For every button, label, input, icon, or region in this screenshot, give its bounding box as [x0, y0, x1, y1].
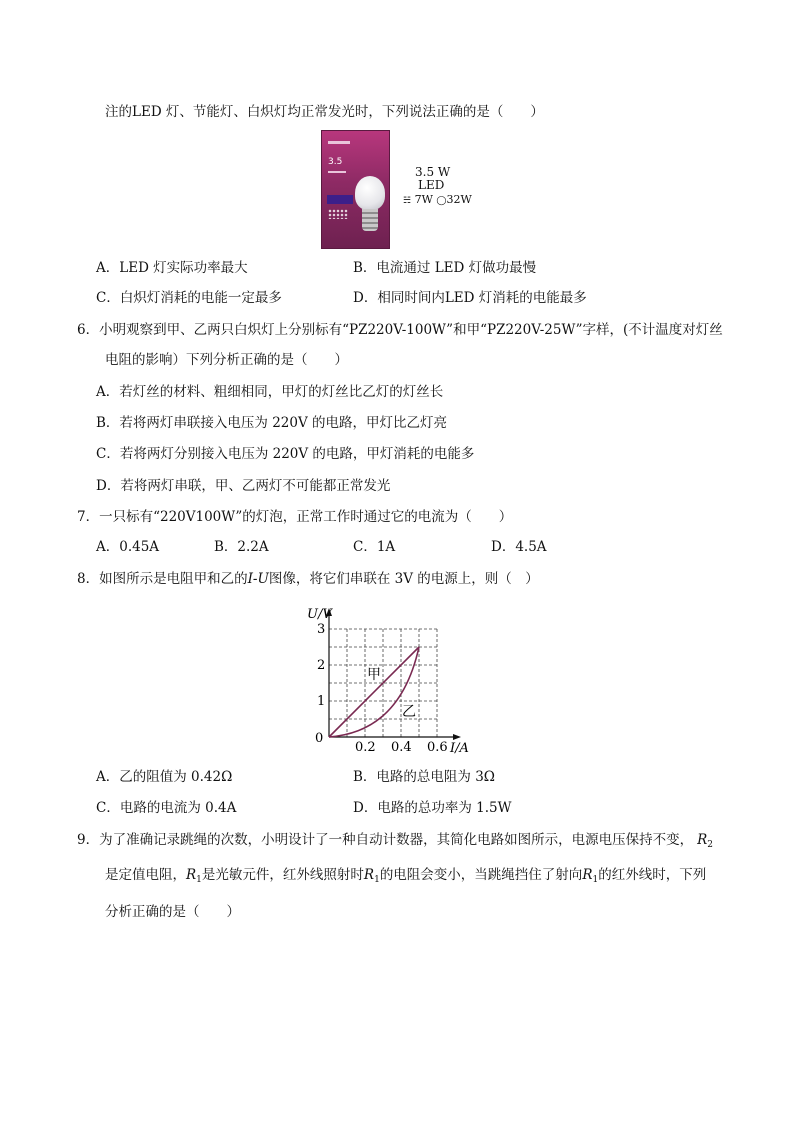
q7-option-b[interactable]: B．2.2A [214, 539, 269, 555]
led-power-label: 3.5 W [415, 165, 451, 179]
q7-option-d[interactable]: D．4.5A [491, 539, 547, 555]
q7-option-c[interactable]: C．1A [353, 539, 396, 555]
q9-r2-subscript: 2 [707, 840, 713, 850]
q6-option-b[interactable]: B．若将两灯串联接入电压为 220V 的电路，甲灯比乙灯亮 [96, 415, 448, 431]
q8-stem [77, 569, 539, 589]
incandescent-icon: ◯ [436, 196, 447, 206]
q9-r2-symbol: R [697, 832, 708, 848]
q8-stem-iu: I-U [247, 571, 269, 587]
q9-line2-part-d: 的红外线时，下列 [598, 867, 707, 883]
photo-dots [328, 209, 348, 219]
x-tick-0.2: 0.2 [355, 740, 376, 755]
led-bulb-product-photo [321, 130, 390, 249]
q8-option-a[interactable]: A．乙的阻值为 0.42Ω [96, 769, 233, 785]
led-compare-label [403, 193, 472, 208]
q5-option-c[interactable]: C．白炽灯消耗的电能一定最多 [96, 290, 282, 306]
y-tick-2: 2 [317, 658, 326, 673]
q6-option-d[interactable]: D．若将两灯串联，甲、乙两灯不可能都正常发光 [96, 478, 391, 494]
x-axis-arrow [453, 734, 461, 740]
y-tick-1: 1 [317, 694, 326, 709]
curve-yi-label: 乙 [402, 704, 416, 720]
q9-line2-part-c: 的电阻会变小，当跳绳挡住了射向 [379, 867, 583, 883]
led-label: LED [418, 178, 445, 192]
q5-stem: 注的LED 灯、节能灯、白炽灯均正常发光时，下列说法正确的是（ ） [105, 104, 544, 120]
q9-line3: 分析正确的是（ ） [105, 904, 240, 920]
cfl-icon: ☵ [403, 196, 412, 206]
photo-text-bar [328, 171, 346, 173]
q6-option-c[interactable]: C．若将两灯分别接入电压为 220V 的电路，甲灯消耗的电能多 [96, 446, 475, 462]
q7-stem: 7．一只标有“220V100W”的灯泡，正常工作时通过它的电流为（ ） [77, 509, 513, 525]
incandescent-watt: 32W [446, 193, 472, 206]
y-axis-label: U/V [307, 607, 332, 622]
q6-option-a[interactable]: A．若灯丝的材料、粗细相同，甲灯的灯丝比乙灯的灯丝长 [96, 384, 444, 400]
q9-r1-symbol-b: R [363, 867, 375, 883]
q5-option-d[interactable]: D．相同时间内LED 灯消耗的电能最多 [353, 290, 587, 306]
q9-line1 [77, 830, 713, 855]
q6-stem-line1: 6．小明观察到甲、乙两只白炽灯上分别标有“PZ220V-100W”和甲“PZ220V-25W”字样，(不计温度对灯丝 [77, 322, 723, 338]
y-tick-3: 3 [317, 622, 326, 637]
photo-power-print: 3.5 [328, 157, 343, 167]
curve-jia-label: 甲 [367, 667, 381, 683]
q9-r1-symbol-a: R [186, 867, 197, 883]
q9-r1-subscript-a: 1 [196, 875, 202, 885]
origin-label: 0 [315, 731, 324, 746]
q5-option-b[interactable]: B．电流通过 LED 灯做功最慢 [353, 260, 537, 276]
q8-option-d[interactable]: D．电路的总功率为 1.5W [353, 800, 512, 816]
q8-stem-part2: 图像，将它们串联在 3V 的电源上，则（ ） [268, 571, 539, 587]
q7-option-a[interactable]: A．0.45A [96, 539, 160, 555]
iu-graph [305, 600, 469, 758]
q9-r1-symbol-c: R [582, 867, 593, 883]
q9-line2-part-a: 是定值电阻， [105, 867, 186, 883]
q9-r1-subscript-b: 1 [374, 875, 380, 885]
q8-option-b[interactable]: B．电路的总电阻为 3Ω [353, 769, 495, 785]
bulb-base [362, 209, 378, 231]
cfl-watt: 7W [414, 193, 433, 206]
q9-line2 [105, 865, 706, 890]
photo-tag [327, 195, 353, 204]
q8-option-c[interactable]: C．电路的电流为 0.4A [96, 800, 237, 816]
q9-r1-subscript-c: 1 [592, 875, 599, 885]
q9-line2-part-b: 是光敏元件，红外线照射时 [201, 867, 364, 883]
q6-stem-line2: 电阻的影响）下列分析正确的是（ ） [105, 352, 348, 368]
x-axis-label: I/A [450, 741, 469, 756]
bulb-globe [355, 176, 385, 210]
x-tick-0.6: 0.6 [427, 740, 448, 755]
x-tick-0.4: 0.4 [391, 740, 412, 755]
q5-option-a[interactable]: A．LED 灯实际功率最大 [96, 260, 248, 276]
q9-line1-text: 9．为了准确记录跳绳的次数，小明设计了一种自动计数器，其简化电路如图所示，电源电压保持不变， [77, 832, 694, 848]
q8-stem-part1: 8．如图所示是电阻甲和乙的 [77, 571, 248, 587]
photo-brand-bar [328, 141, 350, 144]
